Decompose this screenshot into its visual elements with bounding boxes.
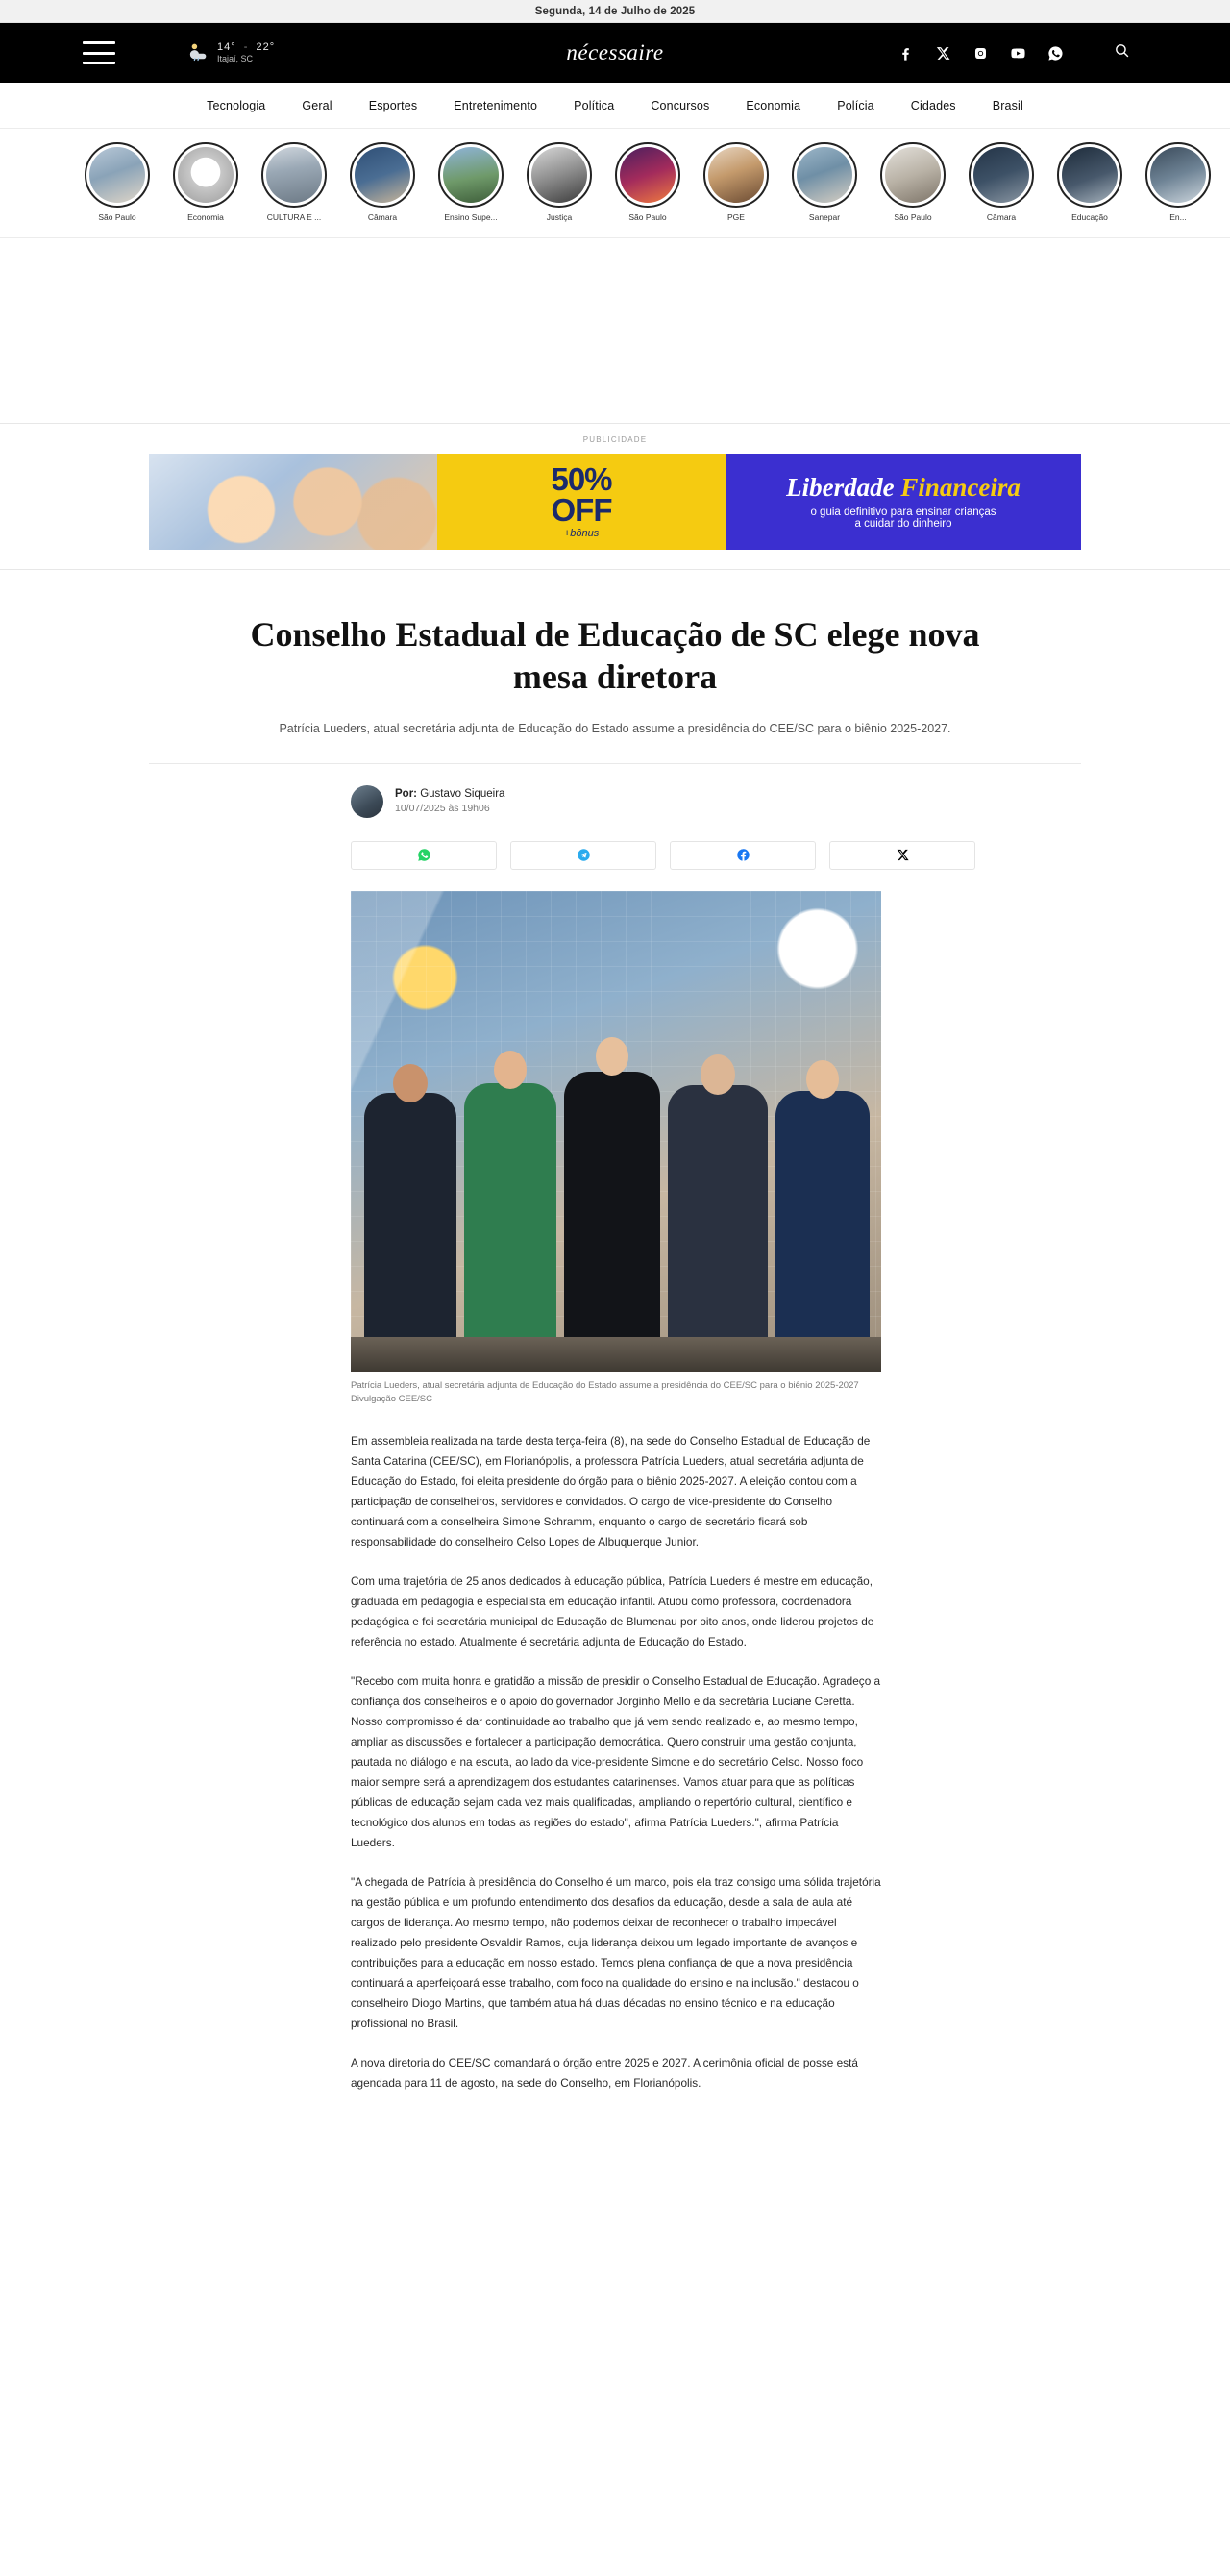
story-label: CULTURA E ...: [266, 212, 322, 222]
current-date: Segunda, 14 de Julho de 2025: [534, 5, 696, 17]
article-body: [351, 1431, 881, 2093]
instagram-icon[interactable]: [972, 45, 989, 62]
stories-carousel[interactable]: [0, 129, 1230, 238]
article-image: [351, 891, 881, 1372]
article: [149, 570, 1081, 2093]
author-line: [395, 788, 504, 800]
article-subtitle: Patrícia Lueders, atual secretária adjunta de Educação do Estado assume a presidência do CEE/SC para o biênio 2025-2027.: [279, 721, 951, 735]
story-ring: [261, 142, 327, 208]
whatsapp-icon: [417, 848, 431, 862]
person-figure: [668, 1085, 768, 1372]
ad-title-part2: Financeira: [900, 472, 1021, 502]
byline: [149, 764, 1081, 818]
article-paragraph: Com uma trajetória de 25 anos dedicados à educação pública, Patrícia Lueders é mestre em educação, graduada em pedagogia e especialista em educação infantil. Atuou como professora, coordenadora pedagógica e foi secretária municipal de Educação de Blumenau por oito anos, onde liderou projetos de referência no estado. Atualmente é secretária adjunta de Educação do Estado.: [351, 1573, 874, 1648]
x-twitter-icon: [896, 848, 910, 862]
weather-text: [217, 41, 275, 65]
nav-item-esportes[interactable]: Esportes: [368, 98, 418, 112]
story-item[interactable]: [1055, 142, 1124, 222]
person-figure: [364, 1093, 456, 1372]
story-thumbnail: [708, 147, 764, 203]
person-head: [393, 1064, 428, 1102]
weather-widget[interactable]: [188, 40, 275, 65]
story-item[interactable]: [790, 142, 859, 222]
story-thumbnail: [89, 147, 145, 203]
menu-button[interactable]: [83, 41, 115, 64]
ad-discount-percent: 50%: [551, 461, 612, 498]
person-head: [596, 1037, 628, 1076]
story-label: São Paulo: [894, 212, 932, 222]
story-item[interactable]: [525, 142, 594, 222]
main-nav: [0, 83, 1230, 129]
ad-discount-off: OFF: [551, 491, 612, 528]
story-item[interactable]: [878, 142, 947, 222]
story-item[interactable]: [83, 142, 152, 222]
x-share-button[interactable]: [829, 841, 975, 870]
nav-item-tecnologia[interactable]: Tecnologia: [207, 98, 266, 112]
story-thumbnail: [178, 147, 234, 203]
nav-item-economia[interactable]: Economia: [746, 98, 801, 112]
ad-subtitle-line2: a cuidar do dinheiro: [854, 517, 952, 530]
image-subjects: [351, 1054, 881, 1372]
publish-datetime: 10/07/2025 às 19h06: [395, 803, 490, 815]
story-label: São Paulo: [98, 212, 136, 222]
image-caption: Patrícia Lueders, atual secretária adjunta de Educação do Estado assume a presidência do CEE/SC para o biênio 2025-2027 Divulgação CEE/SC: [351, 1379, 859, 1404]
nav-item-entretenimento[interactable]: Entretenimento: [454, 98, 538, 112]
share-bar: [351, 841, 1081, 870]
ad-title: [786, 472, 1021, 502]
person-head: [806, 1060, 839, 1099]
date-bar: [0, 0, 1230, 23]
story-label: Educação: [1071, 212, 1108, 222]
ad-subtitle-line1: o guia definitivo para ensinar crianças: [810, 506, 996, 518]
story-item[interactable]: [348, 142, 417, 222]
telegram-icon: [577, 848, 591, 862]
story-label: Câmara: [367, 212, 398, 222]
story-thumbnail: [973, 147, 1029, 203]
story-ring: [173, 142, 238, 208]
story-thumbnail: [885, 147, 941, 203]
weather-city: Itajaí, SC: [217, 54, 254, 64]
story-item[interactable]: [171, 142, 240, 222]
nav-item-geral[interactable]: Geral: [302, 98, 332, 112]
story-label: Justiça: [546, 212, 573, 222]
person-figure: [775, 1091, 870, 1372]
nav-item-brasil[interactable]: Brasil: [992, 98, 1023, 112]
person-figure: [564, 1072, 660, 1372]
story-thumbnail: [355, 147, 410, 203]
whatsapp-icon[interactable]: [1047, 45, 1064, 62]
temp-min: 14: [217, 40, 232, 53]
story-item[interactable]: [259, 142, 329, 222]
story-thumbnail: [797, 147, 852, 203]
ad-image: [149, 454, 437, 550]
article-paragraph: "A chegada de Patrícia à presidência do Conselho é um marco, pois ela traz consigo uma sólida trajetória na gestão pública e um profundo entendimento dos desafios da educação, desde a sala de aula até cargos de liderança. Ao mesmo tempo, não podemos deixar de reconhecer o trabalho impecável realizado pelo presidente Osvaldir Ramos, cuja liderança deixou um legado importante de avanços e contribuições para a educação em nosso estado. Temos plena confiança de que a nova presidência continuará a aperfeiçoará esse trabalho, com foco na qualidade do ensino e na inclusão." destacou o conselheiro Diogo Martins, que também atua há duas décadas no ensino técnico e na educação profissional no Brasil.: [351, 1874, 881, 2030]
story-ring: [1145, 142, 1211, 208]
story-label: En...: [1169, 212, 1187, 222]
story-item[interactable]: [1144, 142, 1213, 222]
site-header: [0, 23, 1230, 83]
nav-item-concursos[interactable]: Concursos: [651, 98, 710, 112]
image-foreground: [351, 1337, 881, 1372]
weather-temps: 14° - 22°: [217, 40, 276, 53]
ad-discount: [437, 454, 726, 550]
temp-max: 22: [256, 40, 270, 53]
facebook-share-button[interactable]: [670, 841, 816, 870]
story-ring: [85, 142, 150, 208]
story-thumbnail: [1062, 147, 1118, 203]
nav-item-politica[interactable]: Política: [574, 98, 615, 112]
story-item[interactable]: [967, 142, 1036, 222]
story-label: Ensino Supe...: [444, 212, 498, 222]
page-title: Conselho Estadual de Educação de SC elege nova mesa diretora: [250, 615, 980, 696]
story-item[interactable]: [701, 142, 771, 222]
story-label: PGE: [727, 212, 745, 222]
site-logo[interactable]: nécessaire: [566, 40, 664, 64]
article-paragraph: A nova diretoria do CEE/SC comandará o órgão entre 2025 e 2027. A cerimônia oficial de posse está agendada para 11 de agosto, na sede do Conselho, em Florianópolis.: [351, 2055, 858, 2090]
hamburger-line: [83, 52, 115, 55]
story-ring: [969, 142, 1034, 208]
telegram-share-button[interactable]: [510, 841, 656, 870]
facebook-icon: [736, 848, 750, 862]
article-paragraph: "Recebo com muita honra e gratidão a missão de presidir o Conselho Estadual de Educação. Agradeço a confiança dos conselheiros e o apoio do governador Jorginho Mello e da secretária Luciane Ceretta. Nosso compromisso é dar continuidade ao trabalho que já vem sendo realizado e, ao mesmo tempo, ampliar as discussões e fortalecer a participação democrática. Quero construir uma gestão conjunta, pautada no diálogo e na escuta, ao lado da vice-presidente Simone e do secretário Celso. Nosso foco maior sempre será a aprendizagem dos estudantes catarinenses. Vamos atuar para que as políticas públicas de educação sejam cada vez mais qualificadas, ampliando o repertório cultural, científico e tecnológico dos alunos em todas as regiões do estado", afirma Patrícia Lueders.", afirma Patrícia Lueders.: [351, 1673, 881, 1849]
story-thumbnail: [531, 147, 587, 203]
person-head: [701, 1054, 735, 1095]
search-icon[interactable]: [1114, 42, 1130, 63]
story-label: Sanepar: [808, 212, 841, 222]
cloud-sun-rain-icon: [188, 40, 209, 65]
author-name[interactable]: Gustavo Siqueira: [420, 788, 505, 801]
story-thumbnail: [443, 147, 499, 203]
author-prefix: Por:: [395, 788, 417, 801]
story-thumbnail: [620, 147, 676, 203]
ad-banner[interactable]: [149, 454, 1081, 550]
story-item[interactable]: [436, 142, 505, 222]
social-links: [898, 42, 1190, 63]
x-twitter-icon[interactable]: [935, 45, 951, 62]
ad-title-part1: Liberdade: [786, 472, 895, 502]
avatar: [351, 785, 383, 818]
person-figure: [464, 1083, 556, 1372]
story-ring: [350, 142, 415, 208]
nav-item-policia[interactable]: Polícia: [837, 98, 874, 112]
story-ring: [703, 142, 769, 208]
whatsapp-share-button[interactable]: [351, 841, 497, 870]
story-thumbnail: [266, 147, 322, 203]
content-placeholder: [0, 238, 1230, 423]
story-ring: [880, 142, 946, 208]
temp-separator: -: [243, 40, 249, 53]
story-label: Câmara: [986, 212, 1017, 222]
advertisement-section: [0, 423, 1230, 570]
ad-label: PUBLICIDADE: [582, 435, 648, 444]
nav-item-cidades[interactable]: Cidades: [910, 98, 956, 112]
story-ring: [1057, 142, 1122, 208]
article-paragraph: Em assembleia realizada na tarde desta terça-feira (8), na sede do Conselho Estadual de Educação de Santa Catarina (CEE/SC), em Florianópolis, a professora Patrícia Lueders, atual secretária adjunta de Educação do Estado, foi eleita presidente do órgão para o biênio 2025-2027. A eleição contou com a participação de conselheiros, servidores e convidados. O cargo de vice-presidente do Conselho continuará com a conselheira Simone Schramm, enquanto o cargo de secretário ficará sob responsabilidade do conselheiro Celso Lopes de Albuquerque Junior.: [351, 1434, 871, 1548]
story-item[interactable]: [613, 142, 682, 222]
story-ring: [527, 142, 592, 208]
story-label: Economia: [187, 212, 224, 222]
youtube-icon[interactable]: [1010, 45, 1026, 62]
story-ring: [615, 142, 680, 208]
story-ring: [438, 142, 504, 208]
ad-bonus: +bônus: [563, 527, 600, 539]
ad-copy: [726, 454, 1081, 550]
person-head: [494, 1051, 527, 1089]
story-label: São Paulo: [628, 212, 667, 222]
facebook-icon[interactable]: [898, 45, 914, 62]
hamburger-line: [83, 62, 115, 64]
story-ring: [792, 142, 857, 208]
hamburger-line: [83, 41, 115, 44]
story-thumbnail: [1150, 147, 1206, 203]
article-figure: [351, 891, 881, 1407]
